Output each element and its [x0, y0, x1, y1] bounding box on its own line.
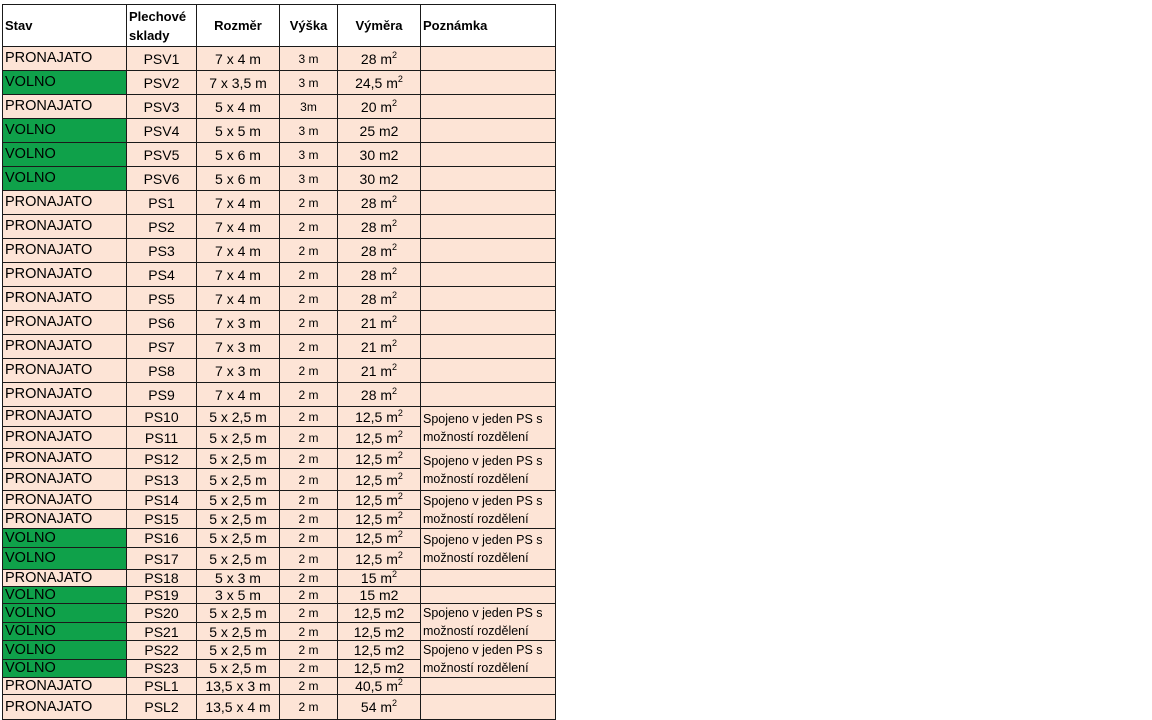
poznamka-line: možností rozdělení: [423, 429, 529, 444]
cell-sklad[interactable]: PSV2: [127, 71, 197, 95]
cell-vyska[interactable]: 2 m: [280, 570, 338, 587]
cell-vyska[interactable]: 2 m: [280, 311, 338, 335]
unit-superscript: 2: [397, 470, 403, 481]
cell-rozmer[interactable]: 7 x 4 m: [197, 239, 280, 263]
cell-stav[interactable]: PRONAJATO: [3, 335, 127, 359]
cell-stav[interactable]: PRONAJATO: [3, 383, 127, 407]
vymera-value: 12,5 m: [355, 450, 398, 467]
cell-sklad[interactable]: PS16: [127, 529, 197, 548]
cell-vyska[interactable]: 2 m: [280, 659, 338, 678]
vymera-value: 40,5 m: [355, 678, 398, 694]
cell-vyska[interactable]: 2 m: [280, 641, 338, 660]
table-row: [3, 311, 556, 335]
cell-poznamka[interactable]: [421, 407, 556, 449]
cell-rozmer[interactable]: 13,5 x 4 m: [197, 695, 280, 720]
cell-vymera[interactable]: [338, 71, 421, 95]
cell-stav[interactable]: PRONAJATO: [3, 239, 127, 263]
table-row: [3, 407, 556, 427]
unit-superscript: 2: [392, 569, 398, 579]
unit-superscript: 2: [392, 217, 398, 228]
table-row: [3, 143, 556, 167]
poznamka-line: Spojeno v jeden PS s: [423, 493, 543, 508]
vymera-value: 30 m2: [359, 146, 399, 163]
cell-stav[interactable]: VOLNO: [3, 587, 127, 604]
table-row: [3, 695, 556, 720]
header-stav[interactable]: Stav: [3, 5, 127, 47]
table-row: [3, 678, 556, 695]
cell-vymera[interactable]: [338, 449, 421, 469]
cell-sklad[interactable]: PS9: [127, 383, 197, 407]
cell-rozmer[interactable]: 7 x 4 m: [197, 383, 280, 407]
cell-sklad[interactable]: PS19: [127, 587, 197, 604]
cell-vymera[interactable]: [338, 407, 421, 427]
cell-vyska[interactable]: 2 m: [280, 510, 338, 529]
table-row: [3, 641, 556, 660]
header-plechove-sklady[interactable]: Plechové sklady: [127, 5, 197, 47]
cell-vyska[interactable]: 2 m: [280, 359, 338, 383]
vymera-value: 21 m: [360, 338, 393, 355]
unit-superscript: 2: [392, 265, 398, 276]
cell-sklad[interactable]: PS20: [127, 604, 197, 623]
cell-stav[interactable]: PRONAJATO: [3, 678, 127, 695]
vymera-value: 15 m2: [359, 587, 399, 603]
cell-vymera[interactable]: [338, 695, 421, 720]
cell-rozmer[interactable]: 5 x 2,5 m: [197, 659, 280, 678]
cell-vymera[interactable]: [338, 469, 421, 491]
vymera-value: 24,5 m: [355, 74, 398, 91]
cell-sklad[interactable]: PS12: [127, 449, 197, 469]
header-poznamka[interactable]: Poznámka: [421, 5, 556, 47]
cell-vymera[interactable]: [338, 47, 421, 71]
storage-table: [2, 4, 556, 720]
cell-vymera[interactable]: [338, 383, 421, 407]
cell-stav[interactable]: VOLNO: [3, 604, 127, 623]
cell-sklad[interactable]: PS15: [127, 510, 197, 529]
cell-sklad[interactable]: PS21: [127, 623, 197, 641]
cell-sklad[interactable]: PS2: [127, 215, 197, 239]
cell-vyska[interactable]: 3 m: [280, 143, 338, 167]
unit-superscript: 2: [392, 698, 398, 708]
cell-stav[interactable]: PRONAJATO: [3, 449, 127, 469]
cell-sklad[interactable]: PS5: [127, 287, 197, 311]
spreadsheet: [2, 4, 555, 720]
cell-stav[interactable]: VOLNO: [3, 529, 127, 548]
cell-rozmer[interactable]: 7 x 4 m: [197, 287, 280, 311]
cell-sklad[interactable]: PS8: [127, 359, 197, 383]
cell-poznamka[interactable]: [421, 570, 556, 587]
cell-rozmer[interactable]: 5 x 2,5 m: [197, 641, 280, 660]
cell-rozmer[interactable]: 5 x 2,5 m: [197, 407, 280, 427]
vymera-value: 12,5 m: [355, 429, 398, 446]
cell-vymera[interactable]: [338, 641, 421, 660]
unit-superscript: 2: [392, 241, 398, 252]
vymera-value: 12,5 m2: [353, 623, 405, 640]
cell-stav[interactable]: VOLNO: [3, 659, 127, 678]
cell-vyska[interactable]: 2 m: [280, 427, 338, 449]
cell-vymera[interactable]: [338, 95, 421, 119]
cell-vyska[interactable]: 2 m: [280, 239, 338, 263]
cell-vymera[interactable]: [338, 359, 421, 383]
cell-stav[interactable]: PRONAJATO: [3, 287, 127, 311]
unit-superscript: 2: [397, 491, 403, 501]
cell-stav[interactable]: VOLNO: [3, 641, 127, 660]
cell-vyska[interactable]: 2 m: [280, 604, 338, 623]
unit-superscript: 2: [392, 49, 398, 60]
poznamka-line: možností rozdělení: [423, 511, 529, 526]
unit-superscript: 2: [397, 529, 403, 539]
unit-superscript: 2: [397, 407, 403, 418]
cell-rozmer[interactable]: 5 x 2,5 m: [197, 510, 280, 529]
cell-sklad[interactable]: PS23: [127, 659, 197, 678]
unit-superscript: 2: [392, 193, 398, 204]
vymera-value: 12,5 m: [355, 550, 398, 567]
vymera-value: 25 m2: [359, 122, 399, 139]
cell-vyska[interactable]: 2 m: [280, 469, 338, 491]
table-row: [3, 335, 556, 359]
cell-stav[interactable]: PRONAJATO: [3, 570, 127, 587]
cell-poznamka[interactable]: [421, 143, 556, 167]
cell-vyska[interactable]: 3 m: [280, 119, 338, 143]
cell-poznamka[interactable]: [421, 47, 556, 71]
table-row: [3, 491, 556, 510]
cell-rozmer[interactable]: 7 x 3 m: [197, 311, 280, 335]
cell-stav[interactable]: PRONAJATO: [3, 427, 127, 449]
vymera-value: 12,5 m: [355, 471, 398, 488]
cell-vyska[interactable]: 3 m: [280, 47, 338, 71]
cell-poznamka[interactable]: [421, 641, 556, 678]
table-row: [3, 119, 556, 143]
table-row: [3, 383, 556, 407]
unit-superscript: 2: [392, 289, 398, 300]
cell-rozmer[interactable]: 5 x 2,5 m: [197, 449, 280, 469]
unit-superscript: 2: [397, 73, 403, 84]
vymera-value: 12,5 m: [355, 408, 398, 425]
unit-superscript: 2: [392, 97, 398, 108]
cell-poznamka[interactable]: [421, 604, 556, 641]
cell-sklad[interactable]: PSV3: [127, 95, 197, 119]
header-vyska[interactable]: Výška: [280, 5, 338, 47]
header-vymera[interactable]: Výměra: [338, 5, 421, 47]
unit-superscript: 2: [397, 449, 403, 460]
cell-vyska[interactable]: 2 m: [280, 449, 338, 469]
cell-sklad[interactable]: PS1: [127, 191, 197, 215]
cell-stav[interactable]: VOLNO: [3, 548, 127, 570]
cell-vymera[interactable]: [338, 604, 421, 623]
poznamka-line: Spojeno v jeden PS s: [423, 606, 543, 620]
cell-stav[interactable]: VOLNO: [3, 119, 127, 143]
unit-superscript: 2: [392, 337, 398, 348]
cell-stav[interactable]: VOLNO: [3, 71, 127, 95]
cell-rozmer[interactable]: 5 x 3 m: [197, 570, 280, 587]
cell-sklad[interactable]: PS13: [127, 469, 197, 491]
table-body: [3, 47, 556, 720]
cell-stav[interactable]: PRONAJATO: [3, 359, 127, 383]
cell-sklad[interactable]: PS6: [127, 311, 197, 335]
cell-vymera[interactable]: [338, 263, 421, 287]
cell-sklad[interactable]: PS7: [127, 335, 197, 359]
cell-stav[interactable]: PRONAJATO: [3, 215, 127, 239]
vymera-value: 28 m: [360, 218, 393, 235]
cell-vymera[interactable]: [338, 311, 421, 335]
cell-rozmer[interactable]: 7 x 3 m: [197, 335, 280, 359]
cell-vyska[interactable]: 3 m: [280, 71, 338, 95]
cell-vyska[interactable]: 2 m: [280, 623, 338, 641]
cell-sklad[interactable]: PS14: [127, 491, 197, 510]
poznamka-line: možností rozdělení: [423, 551, 529, 565]
cell-poznamka[interactable]: [421, 287, 556, 311]
cell-vyska[interactable]: 2 m: [280, 335, 338, 359]
cell-rozmer[interactable]: 5 x 2,5 m: [197, 427, 280, 449]
cell-rozmer[interactable]: 7 x 4 m: [197, 215, 280, 239]
unit-superscript: 2: [392, 313, 398, 324]
cell-vyska[interactable]: 3 m: [280, 167, 338, 191]
table-row: [3, 215, 556, 239]
poznamka-line: Spojeno v jeden PS s: [423, 533, 543, 547]
unit-superscript: 2: [397, 510, 403, 520]
table-row: [3, 570, 556, 587]
cell-vyska[interactable]: 2 m: [280, 548, 338, 570]
poznamka-line: Spojeno v jeden PS s: [423, 643, 543, 657]
cell-vyska[interactable]: 2 m: [280, 491, 338, 510]
cell-sklad[interactable]: PSV6: [127, 167, 197, 191]
table-row: [3, 287, 556, 311]
cell-rozmer[interactable]: 7 x 4 m: [197, 191, 280, 215]
cell-rozmer[interactable]: 7 x 3 m: [197, 359, 280, 383]
unit-superscript: 2: [397, 677, 403, 687]
cell-stav[interactable]: PRONAJATO: [3, 695, 127, 720]
cell-vyska[interactable]: 2 m: [280, 191, 338, 215]
cell-stav[interactable]: VOLNO: [3, 143, 127, 167]
cell-sklad[interactable]: PS22: [127, 641, 197, 660]
cell-stav[interactable]: VOLNO: [3, 167, 127, 191]
cell-sklad[interactable]: PS11: [127, 427, 197, 449]
cell-vyska[interactable]: 2 m: [280, 263, 338, 287]
cell-rozmer[interactable]: 3 x 5 m: [197, 587, 280, 604]
cell-rozmer[interactable]: 5 x 2,5 m: [197, 604, 280, 623]
cell-rozmer[interactable]: 5 x 2,5 m: [197, 491, 280, 510]
vymera-value: 12,5 m2: [353, 660, 405, 677]
cell-poznamka[interactable]: [421, 335, 556, 359]
cell-stav[interactable]: PRONAJATO: [3, 469, 127, 491]
vymera-value: 30 m2: [359, 170, 399, 187]
vymera-value: 20 m: [360, 98, 393, 115]
cell-sklad[interactable]: PS18: [127, 570, 197, 587]
vymera-value: 12,5 m: [355, 511, 398, 527]
cell-rozmer[interactable]: 5 x 2,5 m: [197, 469, 280, 491]
cell-vymera[interactable]: [338, 659, 421, 678]
poznamka-line: Spojeno v jeden PS s: [423, 453, 543, 468]
cell-vyska[interactable]: 2 m: [280, 529, 338, 548]
cell-vymera[interactable]: [338, 143, 421, 167]
cell-vyska[interactable]: 2 m: [280, 587, 338, 604]
table-row: [3, 359, 556, 383]
cell-rozmer[interactable]: 7 x 4 m: [197, 263, 280, 287]
cell-rozmer[interactable]: 5 x 6 m: [197, 143, 280, 167]
cell-vymera[interactable]: [338, 215, 421, 239]
cell-poznamka[interactable]: [421, 587, 556, 604]
cell-poznamka[interactable]: [421, 311, 556, 335]
cell-stav[interactable]: VOLNO: [3, 623, 127, 641]
vymera-value: 12,5 m: [355, 492, 398, 508]
cell-vyska[interactable]: 2 m: [280, 407, 338, 427]
cell-stav[interactable]: PRONAJATO: [3, 311, 127, 335]
table-row: [3, 604, 556, 623]
unit-superscript: 2: [392, 385, 398, 396]
cell-vymera[interactable]: [338, 335, 421, 359]
table-row: [3, 47, 556, 71]
cell-rozmer[interactable]: 7 x 4 m: [197, 47, 280, 71]
cell-poznamka[interactable]: [421, 383, 556, 407]
table-row: [3, 71, 556, 95]
vymera-value: 28 m: [360, 50, 393, 67]
cell-stav[interactable]: PRONAJATO: [3, 510, 127, 529]
cell-vymera[interactable]: [338, 427, 421, 449]
vymera-value: 28 m: [360, 194, 393, 211]
table-row: [3, 191, 556, 215]
cell-rozmer[interactable]: 13,5 x 3 m: [197, 678, 280, 695]
cell-sklad[interactable]: PSV5: [127, 143, 197, 167]
cell-vymera[interactable]: [338, 548, 421, 570]
poznamka-line: možností rozdělení: [423, 471, 529, 486]
table-row: [3, 263, 556, 287]
unit-superscript: 2: [397, 549, 403, 560]
cell-sklad[interactable]: PSL2: [127, 695, 197, 720]
cell-poznamka[interactable]: [421, 529, 556, 570]
header-rozmer[interactable]: Rozměr: [197, 5, 280, 47]
cell-vymera[interactable]: [338, 119, 421, 143]
cell-poznamka[interactable]: [421, 95, 556, 119]
cell-vyska[interactable]: 2 m: [280, 287, 338, 311]
vymera-value: 12,5 m2: [353, 641, 405, 658]
table-row: [3, 95, 556, 119]
cell-vymera[interactable]: [338, 167, 421, 191]
cell-poznamka[interactable]: [421, 71, 556, 95]
vymera-value: 15 m: [360, 570, 393, 586]
cell-stav[interactable]: PRONAJATO: [3, 263, 127, 287]
cell-stav[interactable]: PRONAJATO: [3, 491, 127, 510]
cell-vymera[interactable]: [338, 491, 421, 510]
cell-sklad[interactable]: PSL1: [127, 678, 197, 695]
vymera-value: 12,5 m: [355, 530, 398, 546]
cell-rozmer[interactable]: 5 x 4 m: [197, 95, 280, 119]
unit-superscript: 2: [392, 361, 398, 372]
unit-superscript: 2: [397, 428, 403, 439]
cell-poznamka[interactable]: [421, 215, 556, 239]
poznamka-line: možností rozdělení: [423, 624, 529, 638]
poznamka-line: možností rozdělení: [423, 661, 529, 675]
cell-sklad[interactable]: PS10: [127, 407, 197, 427]
table-row: [3, 529, 556, 548]
cell-vymera[interactable]: [338, 529, 421, 548]
vymera-value: 21 m: [360, 314, 393, 331]
vymera-value: 28 m: [360, 242, 393, 259]
cell-vyska[interactable]: 2 m: [280, 383, 338, 407]
cell-vyska[interactable]: 2 m: [280, 678, 338, 695]
cell-rozmer[interactable]: 7 x 3,5 m: [197, 71, 280, 95]
cell-vyska[interactable]: 3m: [280, 95, 338, 119]
table-row: [3, 587, 556, 604]
cell-rozmer[interactable]: 5 x 6 m: [197, 167, 280, 191]
cell-poznamka[interactable]: [421, 695, 556, 720]
vymera-value: 12,5 m2: [353, 605, 405, 621]
header-row: [3, 5, 556, 47]
cell-poznamka[interactable]: [421, 239, 556, 263]
cell-rozmer[interactable]: 5 x 2,5 m: [197, 623, 280, 641]
cell-rozmer[interactable]: 5 x 2,5 m: [197, 548, 280, 570]
table-row: [3, 167, 556, 191]
vymera-value: 28 m: [360, 290, 393, 307]
cell-vymera[interactable]: [338, 287, 421, 311]
cell-sklad[interactable]: PS17: [127, 548, 197, 570]
cell-rozmer[interactable]: 5 x 2,5 m: [197, 529, 280, 548]
cell-vyska[interactable]: 2 m: [280, 215, 338, 239]
cell-poznamka[interactable]: [421, 191, 556, 215]
cell-vymera[interactable]: [338, 191, 421, 215]
cell-stav[interactable]: PRONAJATO: [3, 407, 127, 427]
cell-stav[interactable]: PRONAJATO: [3, 47, 127, 71]
cell-poznamka[interactable]: [421, 449, 556, 491]
cell-vymera[interactable]: [338, 570, 421, 587]
vymera-value: 28 m: [360, 386, 393, 403]
cell-sklad[interactable]: PS4: [127, 263, 197, 287]
cell-stav[interactable]: PRONAJATO: [3, 191, 127, 215]
cell-vymera[interactable]: [338, 623, 421, 641]
cell-vymera[interactable]: [338, 587, 421, 604]
cell-poznamka[interactable]: [421, 263, 556, 287]
table-row: [3, 239, 556, 263]
cell-vymera[interactable]: [338, 239, 421, 263]
poznamka-line: Spojeno v jeden PS s: [423, 411, 543, 426]
cell-sklad[interactable]: PSV1: [127, 47, 197, 71]
cell-vymera[interactable]: [338, 678, 421, 695]
cell-poznamka[interactable]: [421, 491, 556, 529]
table-row: [3, 449, 556, 469]
vymera-value: 54 m: [360, 699, 393, 715]
cell-poznamka[interactable]: [421, 359, 556, 383]
cell-vymera[interactable]: [338, 510, 421, 529]
cell-sklad[interactable]: PSV4: [127, 119, 197, 143]
cell-poznamka[interactable]: [421, 678, 556, 695]
cell-vyska[interactable]: 2 m: [280, 695, 338, 720]
cell-sklad[interactable]: PS3: [127, 239, 197, 263]
vymera-value: 21 m: [360, 362, 393, 379]
cell-poznamka[interactable]: [421, 119, 556, 143]
cell-poznamka[interactable]: [421, 167, 556, 191]
vymera-value: 28 m: [360, 266, 393, 283]
cell-rozmer[interactable]: 5 x 5 m: [197, 119, 280, 143]
cell-stav[interactable]: PRONAJATO: [3, 95, 127, 119]
